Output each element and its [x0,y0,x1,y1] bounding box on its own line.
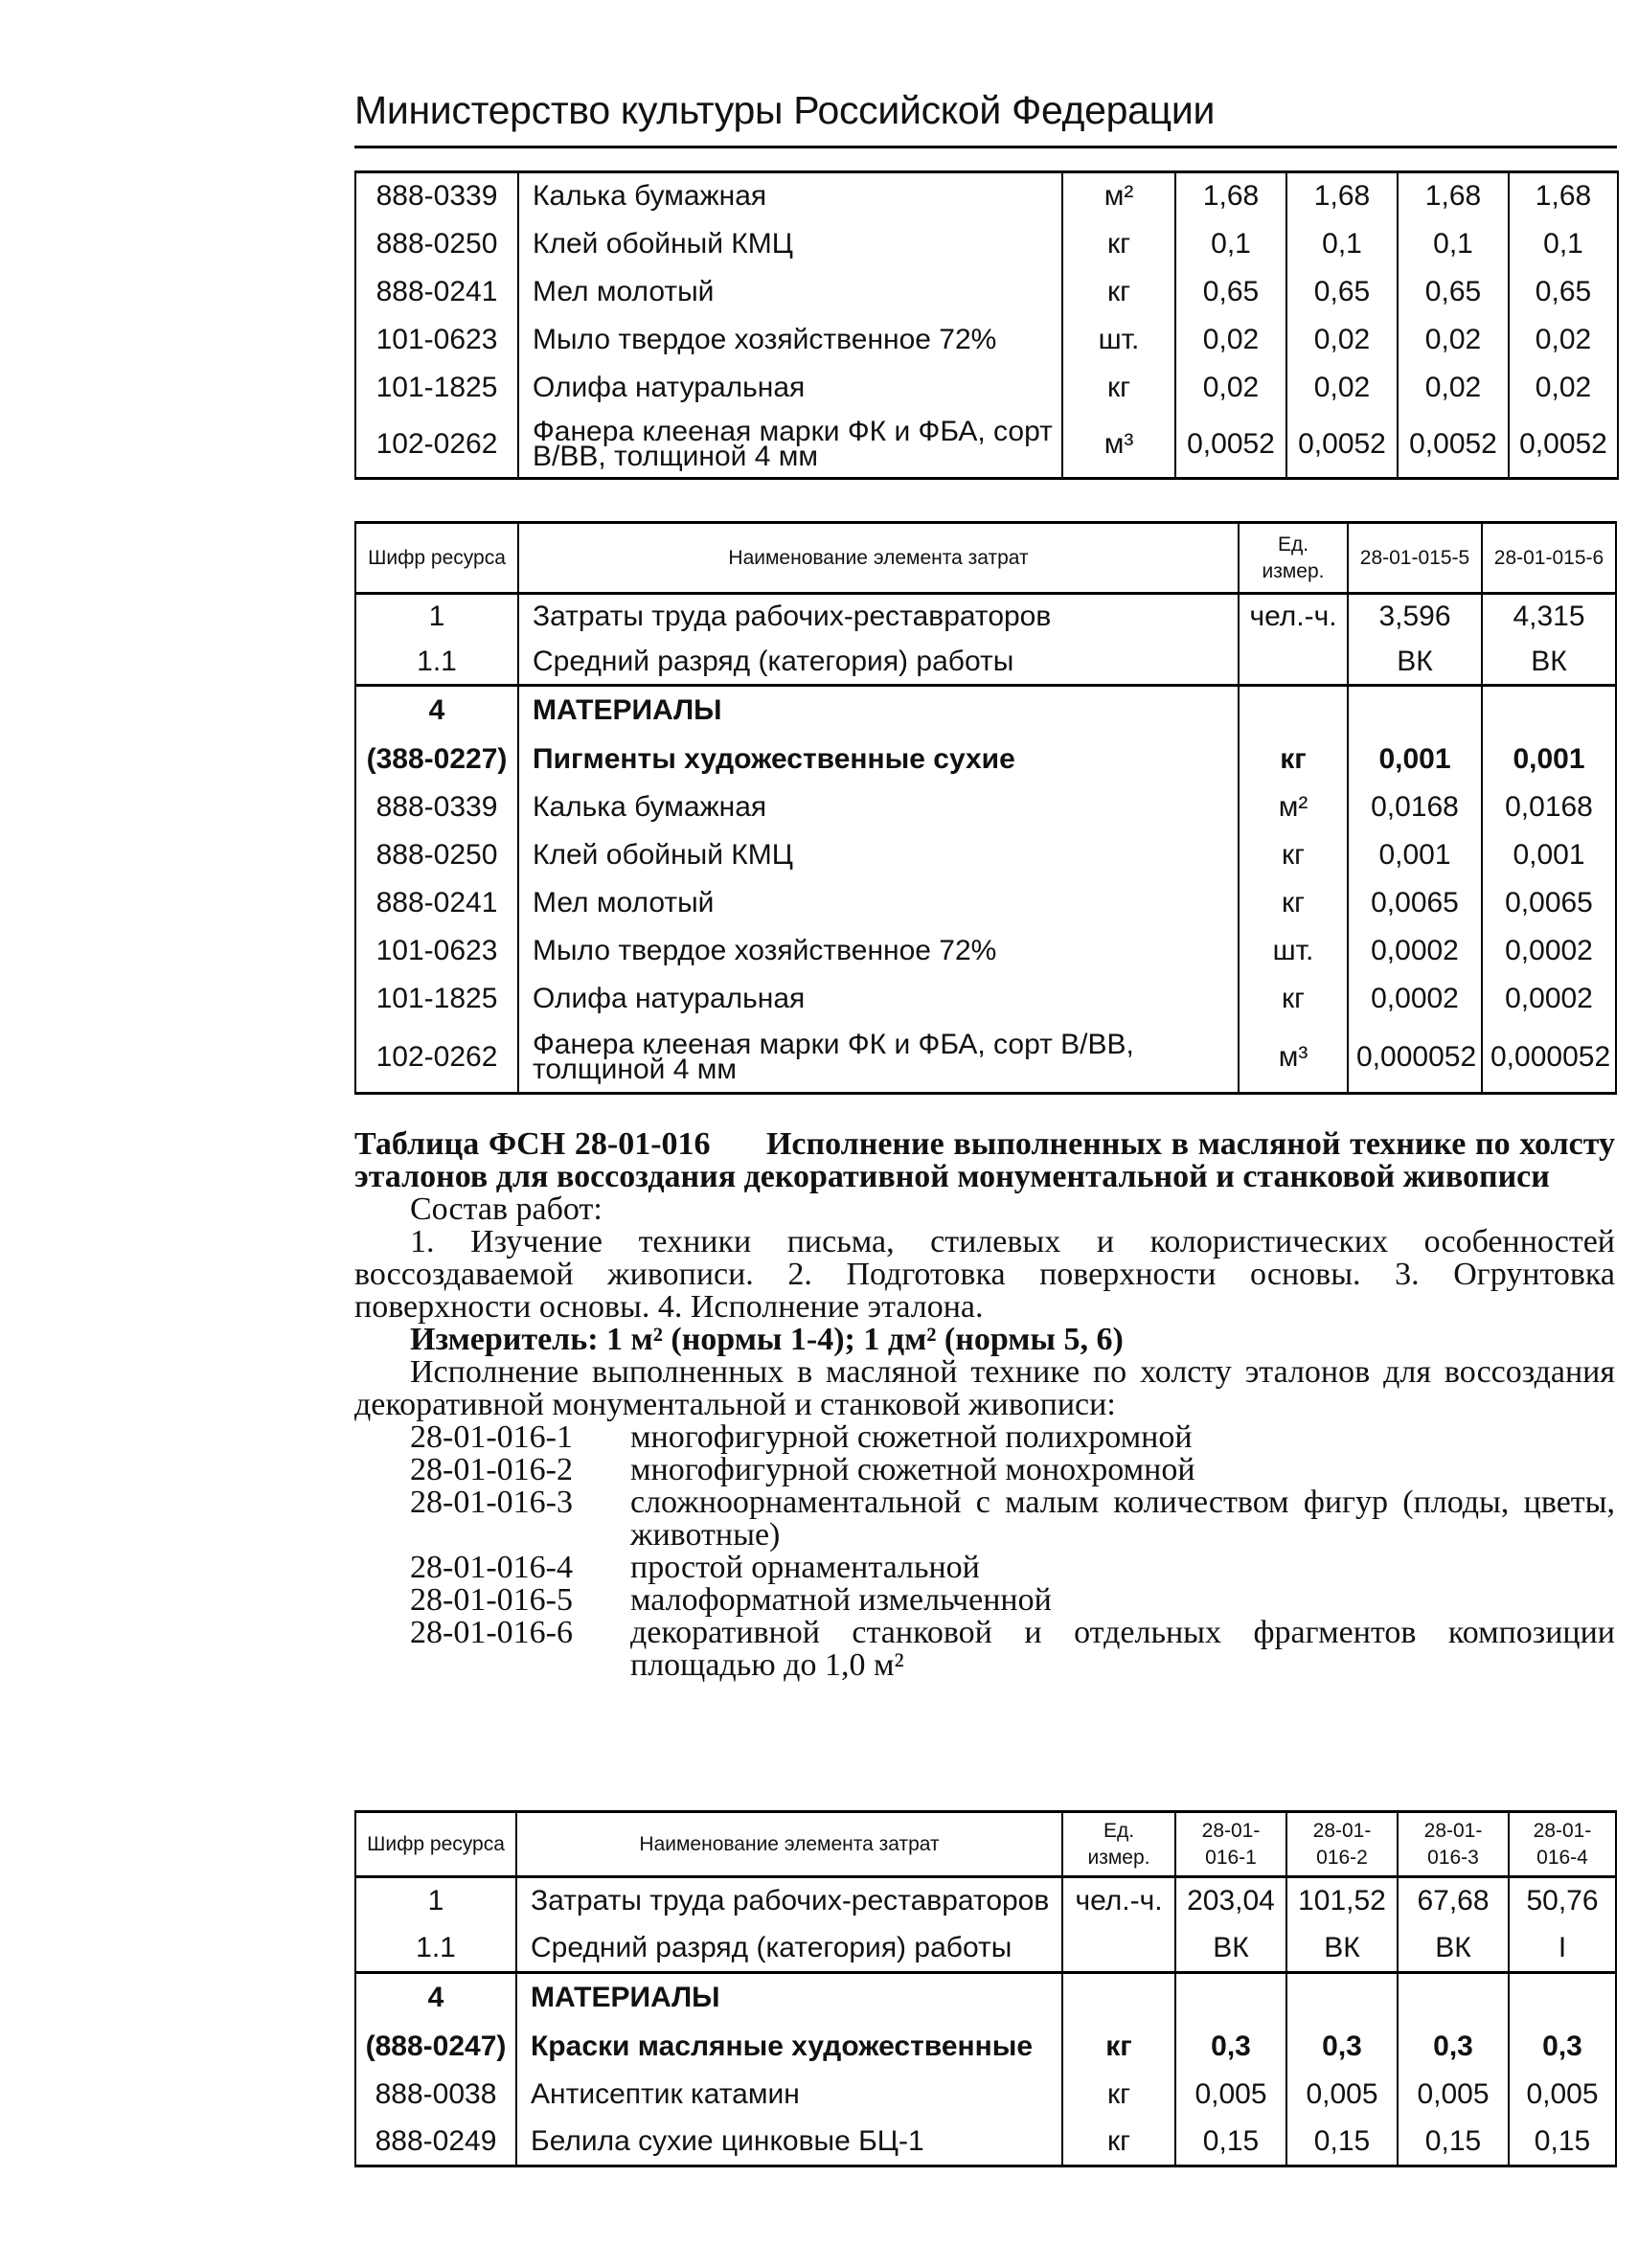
header-col: 28-01-015-6 [1482,523,1616,594]
cell-value: 0,02 [1398,316,1509,364]
cell-value [1286,1973,1398,2023]
table-row [355,927,1616,975]
cell-name: Фанера клееная марки ФК и ФБА, сорт В/ВВ, толщиной 4 мм [518,412,1062,479]
list-item [410,1486,1615,1552]
cell-value: 0,1 [1398,220,1509,268]
cell-value: 0,0002 [1482,975,1616,1023]
cell-unit: чел.-ч. [1062,1877,1175,1925]
cell-value: 0,65 [1509,268,1618,316]
cell-name: Калька бумажная [518,783,1239,831]
cell-unit: кг [1062,268,1175,316]
cell-value: 0,1 [1175,220,1286,268]
cell-value: 0,02 [1509,364,1618,412]
cell-unit: м² [1239,783,1348,831]
table-header-row [355,1812,1616,1877]
cell-value: 0,15 [1175,2119,1286,2166]
cell-code: 888-0339 [355,172,518,220]
cell-code: (888-0247) [355,2023,516,2071]
cell-value: 0,001 [1348,736,1482,783]
cell-code: 1.1 [355,640,518,686]
norm-desc: простой орнаментальной [630,1550,980,1585]
cell-value: 0,65 [1398,268,1509,316]
cell-value: 0,15 [1286,2119,1398,2166]
cell-unit: кг [1239,975,1348,1023]
table-continuation [354,170,1619,480]
cell-value: 0,0002 [1348,975,1482,1023]
cell-unit: кг [1062,2071,1175,2119]
table-title: Исполнение выполненных в масляной технике по холсту эталонов для воссоздания декоративной монументальной и станковой живописи [354,1126,1616,1194]
header-name: Наименование элемента затрат [516,1812,1062,1877]
cell-value: 0,0065 [1348,879,1482,927]
cell-value [1509,1973,1616,2023]
cell-unit [1062,1973,1175,2023]
cell-code: 1 [355,1877,516,1925]
norm-code: 28-01-016-2 [410,1452,573,1487]
cell-unit: кг [1062,2119,1175,2166]
cell-unit: кг [1062,2023,1175,2071]
norm-desc: малоформатной измельченной [630,1582,1052,1618]
header-col: 28-01-016-2 [1286,1812,1398,1877]
cell-value: 4,315 [1482,594,1616,640]
cell-value: I [1509,1925,1616,1973]
cell-value: 0,02 [1509,316,1618,364]
cell-value: 203,04 [1175,1877,1286,1925]
norm-code: 28-01-016-5 [410,1582,573,1618]
cell-value: 0,0052 [1175,412,1286,479]
table-row [355,268,1618,316]
cell-unit: м³ [1239,1023,1348,1094]
cell-value: 0,0168 [1348,783,1482,831]
cell-value: 0,000052 [1348,1023,1482,1094]
norm-code: 28-01-016-1 [410,1419,573,1455]
cell-name: Затраты труда рабочих-реставраторов [516,1877,1062,1925]
norm-desc: многофигурной сюжетной монохромной [630,1452,1195,1487]
cell-name: Мел молотый [518,879,1239,927]
cell-value: 0,0065 [1482,879,1616,927]
cell-value: 0,001 [1482,831,1616,879]
cell-value: 0,02 [1398,364,1509,412]
cell-value: 0,0168 [1482,783,1616,831]
cell-name: Клей обойный КМЦ [518,220,1062,268]
cell-unit: шт. [1062,316,1175,364]
cell-value: 67,68 [1398,1877,1509,1925]
cell-name: МАТЕРИАЛЫ [516,1973,1062,2023]
norm-code: 28-01-016-4 [410,1550,573,1585]
cell-unit: кг [1062,220,1175,268]
table-row [355,1925,1616,1973]
cell-name: МАТЕРИАЛЫ [518,686,1239,736]
intro-text: Исполнение выполненных в масляной технике по холсту эталонов для воссоздания декоративной монументальной и станковой живописи: [354,1354,1615,1422]
cell-value: ВК [1398,1925,1509,1973]
cell-name: Мел молотый [518,268,1062,316]
cell-code: 102-0262 [355,1023,518,1094]
cell-name: Белила сухие цинковые БЦ-1 [516,2119,1062,2166]
header-name: Наименование элемента затрат [518,523,1239,594]
header-col: 28-01-016-4 [1509,1812,1616,1877]
cell-value: ВК [1348,640,1482,686]
cell-value: 0,005 [1398,2071,1509,2119]
table-row [355,1973,1616,2023]
cell-unit: кг [1239,879,1348,927]
list-item [410,1421,1615,1454]
cell-value: ВК [1286,1925,1398,1973]
section-text [354,1128,1615,1682]
cell-value: 0,65 [1175,268,1286,316]
cell-code: 102-0262 [355,412,518,479]
cell-code: 888-0250 [355,220,518,268]
cell-name: Пигменты художественные сухие [518,736,1239,783]
page-header: Министерство культуры Российской Федерации [354,88,1216,132]
table-row [355,2023,1616,2071]
cell-code: 4 [355,1973,516,2023]
cell-unit [1239,640,1348,686]
cell-code: 101-1825 [355,975,518,1023]
cell-code: 101-1825 [355,364,518,412]
cell-name: Олифа натуральная [518,364,1062,412]
cell-name: Олифа натуральная [518,975,1239,1023]
cell-value [1348,686,1482,736]
norm-code: 28-01-016-6 [410,1615,573,1650]
cell-value: 0,02 [1286,316,1398,364]
cell-value: 101,52 [1286,1877,1398,1925]
table-row [355,1023,1616,1094]
cell-value [1398,1973,1509,2023]
cell-code: 1.1 [355,1925,516,1973]
list-item [410,1617,1615,1682]
cell-value: 0,3 [1175,2023,1286,2071]
cell-value: 0,15 [1509,2119,1616,2166]
table-row [355,412,1618,479]
measure-line: Измеритель: 1 м² (нормы 1-4); 1 дм² (нормы 5, 6) [410,1322,1124,1357]
cell-unit: м³ [1062,412,1175,479]
cell-code: 888-0038 [355,2071,516,2119]
cell-unit: кг [1239,831,1348,879]
cell-code: (388-0227) [355,736,518,783]
table-row [355,879,1616,927]
cell-value: 0,0002 [1348,927,1482,975]
cell-value [1175,1973,1286,2023]
cell-code: 101-0623 [355,927,518,975]
table-row [355,975,1616,1023]
header-code: Шифр ресурса [355,1812,516,1877]
cell-value: 0,02 [1286,364,1398,412]
cell-value: 0,1 [1286,220,1398,268]
header-col: 28-01-015-5 [1348,523,1482,594]
cell-value: 1,68 [1175,172,1286,220]
cell-value: 0,65 [1286,268,1398,316]
cell-unit [1062,1925,1175,1973]
cell-name: Фанера клееная марки ФК и ФБА, сорт В/ВВ, толщиной 4 мм [518,1023,1239,1094]
cell-value: 0,15 [1398,2119,1509,2166]
cell-code: 888-0250 [355,831,518,879]
table-row [355,1877,1616,1925]
cell-value: ВК [1175,1925,1286,1973]
table-number: Таблица ФСН 28-01-016 [354,1126,711,1162]
cell-code: 4 [355,686,518,736]
cell-value: 0,001 [1482,736,1616,783]
cell-value: 0,005 [1175,2071,1286,2119]
cell-name: Затраты труда рабочих-реставраторов [518,594,1239,640]
cell-value: 0,3 [1509,2023,1616,2071]
cell-value: 0,0052 [1398,412,1509,479]
cell-name: Клей обойный КМЦ [518,831,1239,879]
cell-value: ВК [1482,640,1616,686]
cell-value: 0,001 [1348,831,1482,879]
header-unit: Ед. измер. [1062,1812,1175,1877]
cell-name: Калька бумажная [518,172,1062,220]
composition-label: Состав работ: [410,1191,603,1227]
cell-value: 0,005 [1509,2071,1616,2119]
cell-unit: м² [1062,172,1175,220]
cell-value: 0,1 [1509,220,1618,268]
cell-unit: чел.-ч. [1239,594,1348,640]
list-item [410,1454,1615,1486]
cell-unit: шт. [1239,927,1348,975]
cell-code: 888-0241 [355,879,518,927]
cell-value: 0,02 [1175,316,1286,364]
list-item [410,1552,1615,1584]
cell-value: 50,76 [1509,1877,1616,1925]
cell-value: 1,68 [1286,172,1398,220]
cell-value: 0,0052 [1286,412,1398,479]
cell-value: 0,0002 [1482,927,1616,975]
cell-value [1482,686,1616,736]
norm-desc: декоративной станковой и отдельных фрагментов композиции площадью до 1,0 м² [630,1615,1615,1683]
section-title [354,1128,1615,1193]
table-row [355,736,1616,783]
table-row [355,783,1616,831]
cell-name: Мыло твердое хозяйственное 72% [518,316,1062,364]
cell-value: 1,68 [1509,172,1618,220]
table-28-01-015 [354,521,1617,1095]
norm-desc: многофигурной сюжетной полихромной [630,1419,1193,1455]
cell-name: Краски масляные художественные [516,2023,1062,2071]
cell-value: 1,68 [1398,172,1509,220]
cell-value: 0,3 [1398,2023,1509,2071]
composition-text: 1. Изучение техники письма, стилевых и колористических особенностей воссоздаваемой живописи. 2. Подготовка поверхности основы. 3. Огрунтовка поверхности основы. 4. Исполнение эталона. [354,1224,1615,1325]
cell-name: Средний разряд (категория) работы [516,1925,1062,1973]
header-col: 28-01-016-1 [1175,1812,1286,1877]
cell-unit [1239,686,1348,736]
table-row [355,640,1616,686]
table-row [355,594,1616,640]
table-row [355,831,1616,879]
list-item [410,1584,1615,1617]
cell-code: 888-0241 [355,268,518,316]
norm-list [410,1421,1615,1682]
cell-name: Средний разряд (категория) работы [518,640,1239,686]
cell-unit: кг [1062,364,1175,412]
table-row [355,316,1618,364]
cell-code: 101-0623 [355,316,518,364]
cell-value: 0,000052 [1482,1023,1616,1094]
norm-desc: сложноорнаментальной с малым количеством фигур (плоды, цветы, животные) [630,1485,1615,1553]
header-code: Шифр ресурса [355,523,518,594]
table-28-01-016 [354,1810,1617,2167]
table-row [355,2071,1616,2119]
cell-value: 0,02 [1175,364,1286,412]
cell-unit: кг [1239,736,1348,783]
header-unit: Ед. измер. [1239,523,1348,594]
cell-value: 0,3 [1286,2023,1398,2071]
table-row [355,686,1616,736]
header-rule [354,146,1617,148]
cell-value: 0,0052 [1509,412,1618,479]
cell-value: 0,005 [1286,2071,1398,2119]
table-row [355,364,1618,412]
cell-code: 888-0339 [355,783,518,831]
cell-code: 888-0249 [355,2119,516,2166]
cell-value: 3,596 [1348,594,1482,640]
cell-name: Мыло твердое хозяйственное 72% [518,927,1239,975]
table-row [355,2119,1616,2166]
header-col: 28-01-016-3 [1398,1812,1509,1877]
norm-code: 28-01-016-3 [410,1485,573,1520]
cell-name: Антисептик катамин [516,2071,1062,2119]
table-row [355,220,1618,268]
table-row [355,172,1618,220]
cell-code: 1 [355,594,518,640]
table-header-row [355,523,1616,594]
